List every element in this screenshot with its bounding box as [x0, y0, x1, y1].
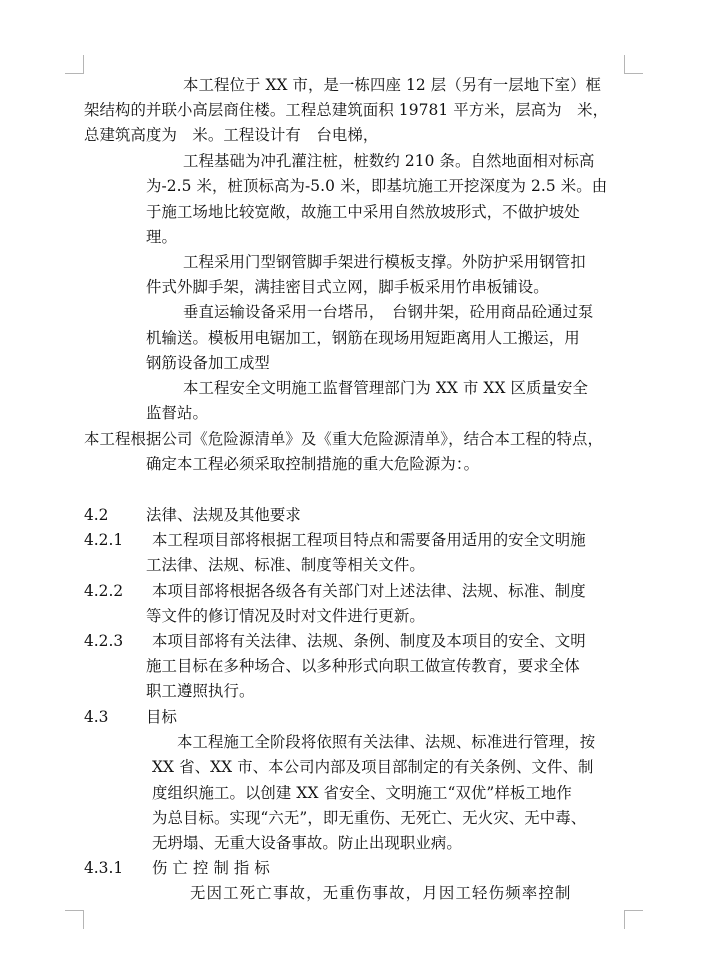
page-corner-mark-top-right	[624, 55, 643, 74]
section-number: 4.2.3	[84, 632, 124, 650]
section-number: 4.2.2	[84, 582, 124, 600]
paragraph-line: 监督站。	[146, 404, 208, 422]
paragraph-line: 机输送。模板用电锯加工，钢筋在现场用短距离用人工搬运，用	[146, 329, 580, 347]
paragraph-line: 工程采用门型钢管脚手架进行模板支撑。外防护采用钢管扣	[183, 253, 586, 271]
section-number: 4.2	[84, 506, 109, 524]
paragraph-line: 本工程施工全阶段将依照有关法律、法规、标准进行管理，按	[177, 733, 596, 751]
paragraph-line: 无因工死亡事故，无重伤事故，月因工轻伤频率控制	[190, 884, 572, 902]
paragraph-line: 本工程项目部将根据工程项目特点和需要备用适用的安全文明施	[152, 531, 586, 549]
paragraph-line: 钢筋设备加工成型	[146, 354, 270, 372]
paragraph-line: 无坍塌、无重大设备事故。防止出现职业病。	[152, 834, 462, 852]
paragraph-line: 为总目标。实现“六无”，即无重伤、无死亡、无火灾、无中毒、	[152, 809, 587, 827]
section-heading: 法律、法规及其他要求	[146, 506, 301, 524]
paragraph-line: 垂直运输设备采用一台塔吊， 台钢井架，砼用商品砼通过泵	[183, 303, 594, 321]
paragraph-line: 职工遵照执行。	[146, 682, 255, 700]
paragraph-line: 度组织施工。以创建 XX 省安全、文明施工“双优”样板工地作	[152, 784, 572, 802]
section-number: 4.3.1	[84, 859, 124, 877]
paragraph-line: 总建筑高度为 米。工程设计有 台电梯，	[84, 126, 379, 144]
paragraph-line: 本工程根据公司《危险源清单》及《重大危险源清单》，结合本工程的特点，	[84, 430, 603, 448]
paragraph-line: 架结构的并联小高层商住楼。工程总建筑面积 19781 平方米，层高为 米，	[84, 101, 609, 119]
paragraph-line: 于施工场地比较宽敞，故施工中采用自然放坡形式，不做护坡处	[146, 203, 580, 221]
paragraph-line: 确定本工程必须采取控制措施的重大危险源为：。	[146, 455, 480, 473]
paragraph-line: 本项目部将根据各级各有关部门对上述法律、法规、标准、制度	[152, 582, 586, 600]
page-corner-mark-bottom-left	[65, 910, 84, 929]
section-heading: 伤 亡 控 制 指 标	[152, 859, 270, 877]
paragraph-line: 工法律、法规、标准、制度等相关文件。	[146, 556, 425, 574]
paragraph-line: 施工目标在多种场合、以多种形式向职工做宣传教育，要求全体	[146, 657, 580, 675]
paragraph-line: 本工程位于 XX 市，是一栋四座 12 层（另有一层地下室）框	[183, 76, 602, 94]
section-heading: 目标	[146, 708, 177, 726]
paragraph-line: 为-2.5 米，桩顶标高为-5.0 米，即基坑施工开挖深度为 2.5 米。由	[146, 177, 608, 195]
paragraph-line: 工程基础为冲孔灌注桩，桩数约 210 条。自然地面相对标高	[183, 152, 595, 170]
paragraph-line: 等文件的修订情况及时对文件进行更新。	[146, 607, 425, 625]
paragraph-line: 件式外脚手架，满挂密目式立网，脚手板采用竹串板铺设。	[146, 278, 549, 296]
paragraph-line: XX 省、XX 市、本公司内部及项目部制定的有关条例、文件、制	[152, 758, 594, 776]
section-number: 4.3	[84, 708, 109, 726]
section-number: 4.2.1	[84, 531, 124, 549]
paragraph-line: 本工程安全文明施工监督管理部门为 XX 市 XX 区质量安全	[183, 379, 588, 397]
paragraph-line: 本项目部将有关法律、法规、条例、制度及本项目的安全、文明	[152, 632, 586, 650]
page-corner-mark-bottom-right	[624, 910, 643, 929]
page-corner-mark-top-left	[65, 55, 84, 74]
paragraph-line: 理。	[146, 228, 177, 246]
